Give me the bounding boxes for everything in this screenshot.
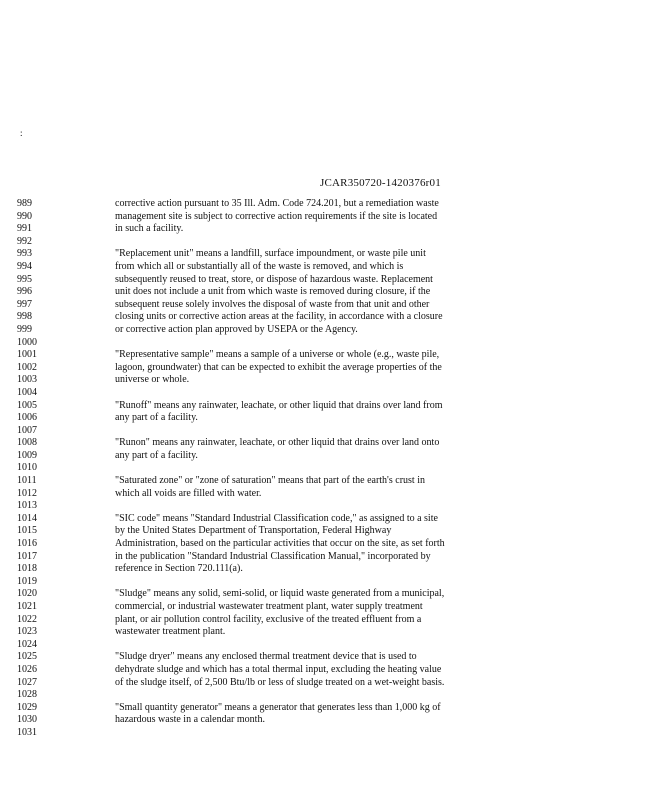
text-line: by the United States Department of Transportation, Federal Highway [115, 525, 392, 537]
text-line [115, 387, 463, 400]
text-line [115, 337, 463, 350]
text-line [115, 462, 463, 475]
line-number: 1012 [17, 487, 37, 499]
text-line [115, 639, 463, 652]
line-number-column [17, 198, 47, 740]
text-line [115, 689, 463, 702]
line-number: 1015 [17, 525, 37, 537]
text-line: closing units or corrective action areas at the facility, in accordance with a closure [115, 311, 443, 323]
text-line [115, 576, 463, 589]
text-line: "SIC code" means "Standard Industrial Classification code," as assigned to a site [115, 512, 438, 524]
line-number: 1022 [17, 613, 37, 625]
line-number: 1024 [17, 638, 37, 650]
line-number: 993 [17, 248, 32, 260]
text-line: "Sludge" means any solid, semi-solid, or liquid waste generated from a municipal, [115, 588, 445, 600]
line-number: 1011 [17, 475, 37, 487]
line-number: 1030 [17, 714, 37, 726]
text-line: reference in Section 720.111(a). [115, 563, 243, 575]
line-number: 1027 [17, 676, 37, 688]
text-line: universe or whole. [115, 374, 190, 386]
line-number: 1028 [17, 689, 37, 701]
text-line: plant, or air pollution control facility, exclusive of the treated effluent from a [115, 613, 422, 625]
line-number: 1013 [17, 500, 37, 512]
line-number: 1016 [17, 538, 37, 550]
text-line: subsequently reused to treat, store, or dispose of hazardous waste. Replacement [115, 273, 433, 285]
text-line: commercial, or industrial wastewater treatment plant, water supply treatment [115, 601, 423, 612]
margin-mark: : [20, 128, 23, 138]
line-number: 994 [17, 260, 32, 272]
line-number: 996 [17, 286, 32, 298]
text-line: wastewater treatment plant. [115, 626, 226, 638]
text-line: any part of a facility. [115, 412, 198, 424]
line-number: 1010 [17, 462, 37, 474]
text-line [115, 500, 463, 513]
text-line [115, 727, 463, 740]
line-number: 1020 [17, 588, 37, 600]
line-number: 1018 [17, 563, 37, 575]
line-number: 1026 [17, 663, 37, 675]
text-line: in the publication "Standard Industrial Classification Manual," incorporated by [115, 550, 431, 562]
text-line: "Saturated zone" or "zone of saturation" means that part of the earth's crust in [115, 475, 425, 487]
text-line: "Runoff" means any rainwater, leachate, or other liquid that drains over land from [115, 399, 443, 411]
line-number: 1019 [17, 575, 37, 587]
body-text [115, 198, 463, 740]
line-number: 1021 [17, 601, 37, 612]
line-number: 1000 [17, 336, 37, 348]
text-line: "Representative sample" means a sample of a universe or whole (e.g., waste pile, [115, 349, 440, 361]
document-id: JCAR350720-1420376r01 [320, 177, 441, 189]
line-number: 1031 [17, 726, 37, 738]
line-number: 991 [17, 223, 32, 235]
text-line: unit does not include a unit from which waste is removed during closure, if the [115, 286, 431, 298]
line-number: 1001 [17, 349, 37, 361]
text-line: or corrective action plan approved by USEPA or the Agency. [115, 323, 358, 335]
text-line [115, 236, 463, 249]
line-number: 999 [17, 323, 32, 335]
line-number: 1008 [17, 437, 37, 449]
line-number: 1004 [17, 386, 37, 398]
line-number: 997 [17, 298, 32, 310]
text-line: "Replacement unit" means a landfill, surface impoundment, or waste pile unit [115, 248, 426, 260]
line-number: 1002 [17, 361, 37, 373]
text-line: dehydrate sludge and which has a total thermal input, excluding the heating value [115, 663, 442, 675]
line-number: 1023 [17, 626, 37, 638]
text-line: "Small quantity generator" means a generator that generates less than 1,000 kg of [115, 701, 441, 713]
line-number: 989 [17, 198, 32, 209]
line-number: 1014 [17, 512, 37, 524]
text-line: of the sludge itself, of 2,500 Btu/lb or less of sludge treated on a wet-weight basis. [115, 676, 445, 688]
text-line: in such a facility. [115, 223, 184, 235]
text-line: "Sludge dryer" means any enclosed thermal treatment device that is used to [115, 651, 417, 663]
line-number: 1017 [17, 550, 37, 562]
text-line: lagoon, groundwater) that can be expected to exhibit the average properties of the [115, 361, 442, 373]
line-number: 1025 [17, 651, 37, 663]
text-line [115, 425, 463, 438]
line-number: 1003 [17, 374, 37, 386]
text-line: management site is subject to corrective action requirements if the site is located [115, 210, 438, 222]
line-number: 995 [17, 273, 32, 285]
text-line: any part of a facility. [115, 449, 198, 461]
text-line: which all voids are filled with water. [115, 487, 262, 499]
text-line: corrective action pursuant to 35 Ill. Adm. Code 724.201, but a remediation waste [115, 198, 439, 209]
text-line: from which all or substantially all of the waste is removed, and which is [115, 260, 404, 272]
line-number: 1009 [17, 449, 37, 461]
line-number: 1005 [17, 399, 37, 411]
text-line: hazardous waste in a calendar month. [115, 714, 265, 726]
text-line: subsequent reuse solely involves the disposal of waste from that unit and other [115, 298, 430, 310]
line-number: 1029 [17, 701, 37, 713]
line-number: 998 [17, 311, 32, 323]
text-line: Administration, based on the particular activities that occur on the site, as set forth [115, 538, 445, 550]
line-number: 992 [17, 235, 32, 247]
line-number: 1007 [17, 424, 37, 436]
text-line: "Runon" means any rainwater, leachate, or other liquid that drains over land onto [115, 437, 440, 449]
line-number: 990 [17, 210, 32, 222]
line-number: 1006 [17, 412, 37, 424]
